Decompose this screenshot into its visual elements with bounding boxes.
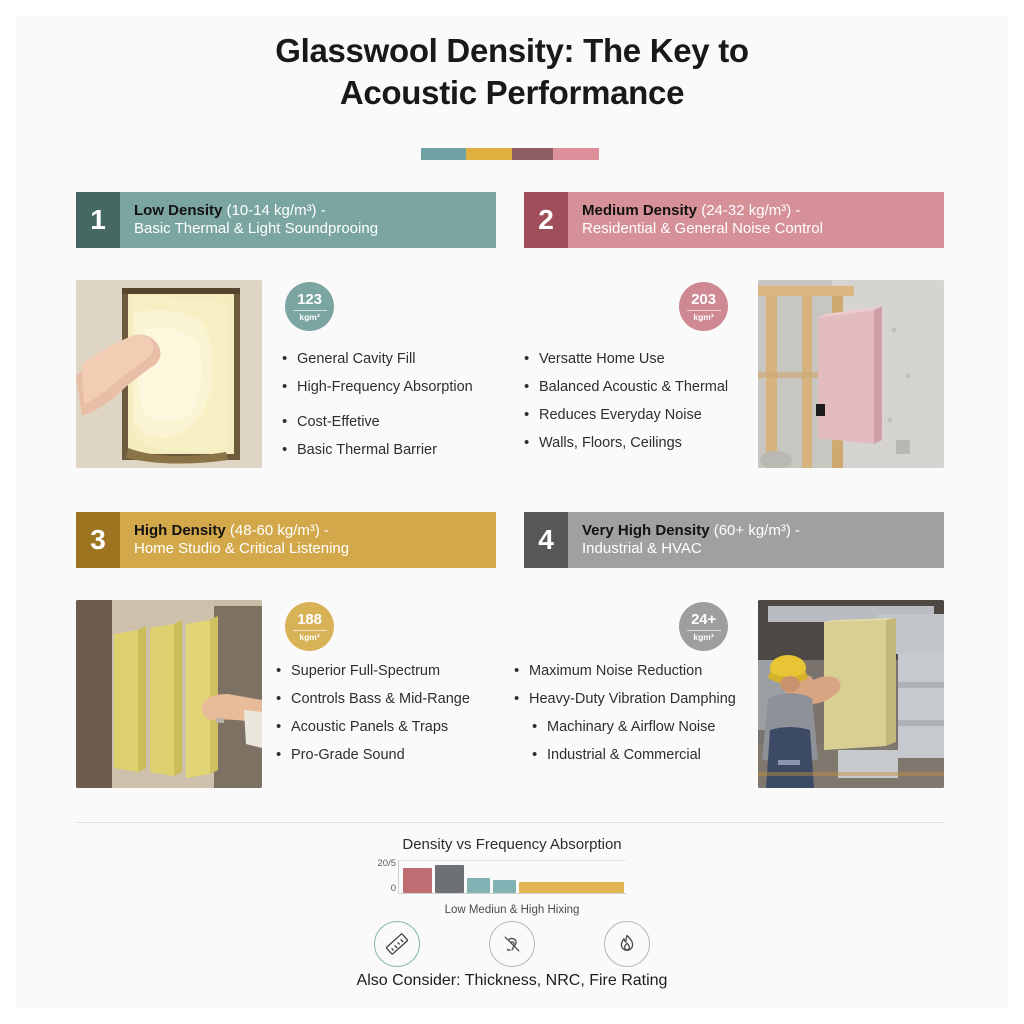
accent-segment-3 (512, 148, 553, 160)
card-2-photo (758, 280, 944, 468)
card-2-number: 2 (524, 192, 568, 248)
section-divider (76, 822, 944, 823)
card-2-badge-unit: kgm³ (687, 310, 721, 322)
card-2-title (568, 192, 944, 248)
chart-bar-4 (493, 880, 516, 893)
card-1-badge-value: 123 (297, 290, 322, 308)
card-2-title-sub: Residential & General Noise Control (582, 220, 823, 237)
chart-bar-3 (467, 878, 490, 893)
card-2-density-badge (679, 282, 728, 331)
card-4-body (524, 600, 944, 790)
card-4-title-range: (60+ kg/m³) - (713, 521, 800, 539)
card-1-photo (76, 280, 262, 468)
card-3-body (76, 600, 496, 790)
card-2-header (524, 192, 944, 248)
pink-panel-framing-photo (758, 280, 944, 468)
density-card-1 (76, 192, 496, 459)
accent-segment-2 (466, 148, 512, 160)
card-2-feature-list (524, 350, 744, 463)
card-4-title-sub: Industrial & HVAC (582, 540, 702, 557)
list-item: • Acoustic Panels & Traps (276, 718, 504, 737)
list-item: • High-Frequency Absorption (282, 378, 502, 397)
card-4-feature-list (514, 662, 744, 775)
ear-noise-icon (489, 921, 535, 967)
card-3-title (120, 512, 496, 568)
list-item: • Superior Full-Spectrum (276, 662, 504, 681)
consider-caption: Also Consider: Thickness, NRC, Fire Rating (356, 972, 668, 989)
list-item: • Maximum Noise Reduction (514, 662, 744, 681)
card-3-feature-list (276, 662, 504, 775)
chart-bar-5 (519, 882, 624, 893)
ruler-glyph (384, 931, 410, 957)
chart-ytick-top: 20/5 (377, 858, 396, 869)
card-4-photo (758, 600, 944, 788)
density-card-4 (524, 512, 944, 764)
card-1-body (76, 280, 496, 470)
density-card-2 (524, 192, 944, 452)
list-item: • Reduces Everyday Noise (524, 406, 744, 425)
card-1-density-badge (285, 282, 334, 331)
chart-title: Density vs Frequency Absorption (402, 836, 622, 853)
card-3-title-range: (48-60 kg/m³) - (229, 521, 330, 539)
card-2-body (524, 280, 944, 470)
card-4-badge-value: 24+ (691, 610, 716, 628)
card-4-title-bold: Very High Density (582, 521, 710, 539)
card-4-density-badge (679, 602, 728, 651)
chart-bars (398, 860, 626, 894)
card-1-title-bold: Low Density (134, 201, 223, 219)
card-2-badge-value: 203 (691, 290, 716, 308)
card-1-title-sub: Basic Thermal & Light Soundprooing (134, 220, 379, 237)
list-item: • Heavy-Duty Vibration Damphing (514, 690, 744, 709)
card-3-header (76, 512, 496, 568)
card-1-feature-list (282, 350, 502, 470)
chart-y-axis (370, 858, 396, 894)
chart-ytick-bottom: 0 (390, 883, 396, 894)
list-item: • Controls Bass & Mid-Range (276, 690, 504, 709)
card-3-photo (76, 600, 262, 788)
list-item: • Cost-Effetive (282, 413, 502, 432)
acoustic-panel-install-photo (76, 600, 262, 788)
card-1-header (76, 192, 496, 248)
card-4-title (568, 512, 944, 568)
card-1-title (120, 192, 496, 248)
page-title (0, 30, 1024, 114)
chart-bar-1 (403, 868, 432, 893)
chart-plot-area (377, 858, 626, 896)
card-4-number: 4 (524, 512, 568, 568)
card-1-number: 1 (76, 192, 120, 248)
list-item: • Pro-Grade Sound (276, 746, 504, 765)
accent-segment-1 (421, 148, 466, 160)
ear-glyph (499, 931, 525, 957)
card-3-title-bold: High Density (134, 521, 226, 539)
flame-icon (604, 921, 650, 967)
card-3-number: 3 (76, 512, 120, 568)
page-title-line-1: Glasswool Density: The Key to (275, 32, 749, 69)
chart-x-axis-label: Low Mediun & High Hixing (444, 904, 580, 916)
card-3-badge-value: 188 (297, 610, 322, 628)
list-item: • Versatte Home Use (524, 350, 744, 369)
list-item: • Walls, Floors, Ceilings (524, 434, 744, 453)
card-2-title-bold: Medium Density (582, 201, 698, 219)
consider-icon-row (0, 921, 1024, 967)
card-1-title-range: (10-14 kg/m³) - (226, 201, 326, 219)
card-3-title-sub: Home Studio & Critical Listening (134, 540, 350, 557)
list-item: • Balanced Acoustic & Thermal (524, 378, 744, 397)
accent-color-bar (421, 148, 599, 160)
flame-glyph (614, 931, 640, 957)
card-1-badge-unit: kgm³ (293, 310, 327, 322)
chart-bar-2 (435, 865, 464, 893)
card-4-badge-unit: kgm³ (687, 630, 721, 642)
list-item: • Basic Thermal Barrier (282, 441, 502, 460)
hvac-duct-insulation-photo (758, 600, 944, 788)
card-4-header (524, 512, 944, 568)
card-3-badge-unit: kgm³ (293, 630, 327, 642)
ruler-icon (374, 921, 420, 967)
list-item: • Industrial & Commercial (514, 746, 744, 765)
list-item: • General Cavity Fill (282, 350, 502, 369)
card-3-density-badge (285, 602, 334, 651)
page-title-line-2: Acoustic Performance (339, 73, 685, 111)
density-frequency-chart (0, 836, 1024, 916)
density-card-3 (76, 512, 496, 764)
accent-segment-4 (553, 148, 599, 160)
glasswool-cavity-photo (76, 280, 262, 468)
list-item: • Machinary & Airflow Noise (514, 718, 744, 737)
card-2-title-range: (24-32 kg/m³) - (701, 201, 801, 219)
